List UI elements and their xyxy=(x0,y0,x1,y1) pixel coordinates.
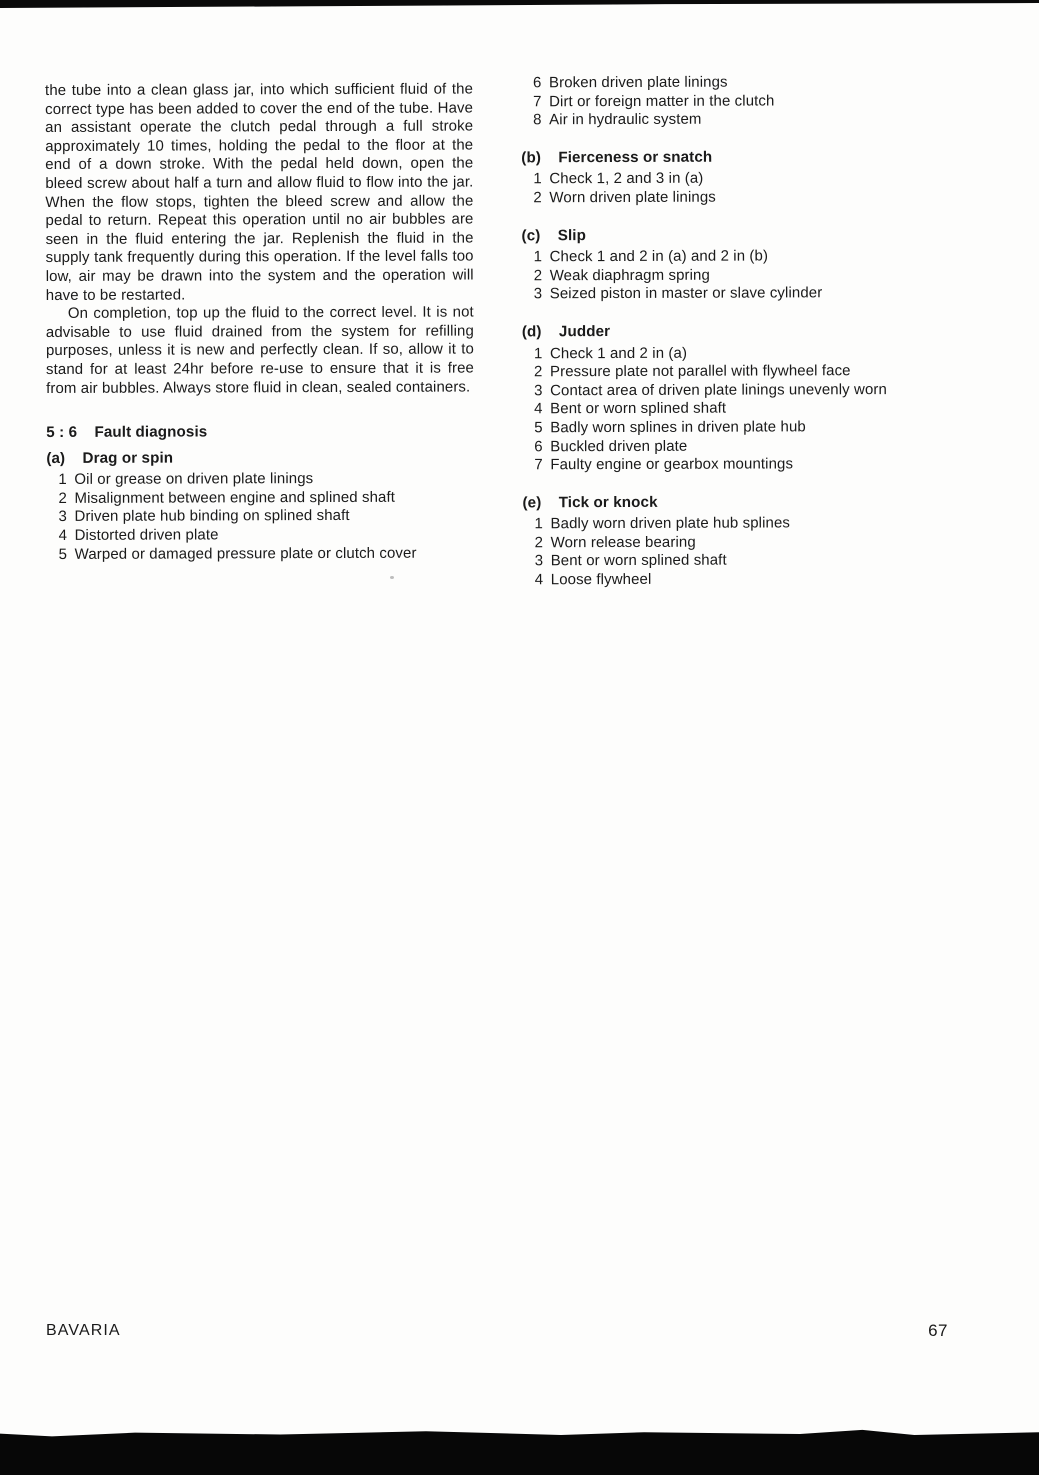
fault-item-text: Check 1 and 2 in (a) xyxy=(549,344,688,362)
fault-item-text: Oil or grease on driven plate linings xyxy=(74,470,314,489)
fault-item-number: 2 xyxy=(533,267,543,285)
fault-item-text: Seized piston in master or slave cylinder xyxy=(549,284,823,303)
subsection-title: Slip xyxy=(557,226,587,244)
fault-item-number: 3 xyxy=(58,508,68,526)
fault-item-text: Contact area of driven plate linings unevenly worn xyxy=(550,380,887,399)
scan-speck xyxy=(390,576,394,579)
section-title: Fault diagnosis xyxy=(94,423,208,441)
fault-item-text: Worn release bearing xyxy=(550,533,696,552)
fault-item-number: 4 xyxy=(534,571,544,589)
scan-edge-top-bar xyxy=(0,0,1039,8)
scan-edge-bottom-bar xyxy=(0,1429,1039,1475)
fault-item xyxy=(535,533,975,553)
fault-item xyxy=(534,418,974,438)
fault-item-text: Badly worn driven plate hub splines xyxy=(550,514,791,533)
section-heading xyxy=(46,423,474,443)
fault-item xyxy=(58,470,474,490)
subsection-label: (d) xyxy=(521,323,542,341)
fault-item-text: Check 1, 2 and 3 in (a) xyxy=(549,170,704,188)
subsection-title: Drag or spin xyxy=(82,449,174,467)
subsection-label: (a) xyxy=(46,449,66,467)
fault-item xyxy=(534,380,974,400)
fault-item-number: 6 xyxy=(534,437,543,455)
fault-item-number: 7 xyxy=(533,92,542,110)
fault-item xyxy=(534,266,974,286)
fault-item-text: Badly worn splines in driven plate hub xyxy=(550,418,806,437)
fault-item-text: Dirt or foreign matter in the clutch xyxy=(549,92,775,110)
section-number: 5 : 6 xyxy=(46,423,78,442)
fault-item-number: 8 xyxy=(533,111,542,129)
fault-item-number: 5 xyxy=(58,545,68,563)
fault-item-text: Misalignment between engine and splined shaft xyxy=(74,488,396,507)
fault-item xyxy=(533,73,973,93)
fault-item xyxy=(59,544,475,564)
publication-name: BAVARIA xyxy=(46,1322,121,1339)
fault-item-number: 3 xyxy=(534,381,543,400)
fault-item-number: 1 xyxy=(533,248,543,266)
fault-list-c xyxy=(522,247,974,304)
fault-item-text: Buckled driven plate xyxy=(550,437,688,455)
page-content xyxy=(45,73,995,589)
subsection-heading-c xyxy=(522,225,974,245)
fault-list-d xyxy=(522,343,974,475)
fault-item-number: 7 xyxy=(534,456,543,474)
fault-item-number: 4 xyxy=(58,526,68,545)
subsection-label: (e) xyxy=(522,493,542,512)
fault-list-a-continued xyxy=(521,73,973,130)
fault-item xyxy=(534,343,974,363)
fault-item xyxy=(533,110,973,130)
fault-item-text: Distorted driven plate xyxy=(74,526,219,544)
fault-item-number: 3 xyxy=(533,285,543,303)
fault-item-text: Bent or worn splined shaft xyxy=(550,552,727,570)
subsection-label: (b) xyxy=(521,149,541,167)
fault-item-text: Warped or damaged pressure plate or clutch cover xyxy=(74,544,417,563)
subsection-title: Judder xyxy=(558,322,611,341)
fault-item-text: Faulty engine or gearbox mountings xyxy=(550,455,794,474)
fault-item-number: 2 xyxy=(533,363,543,381)
fault-item xyxy=(534,436,974,456)
fault-item-text: Bent or worn splined shaft xyxy=(550,399,727,418)
subsection-heading-d xyxy=(522,322,974,342)
fault-item xyxy=(535,570,975,590)
fault-item-text: Air in hydraulic system xyxy=(549,110,702,129)
right-column xyxy=(521,73,975,590)
page-footer xyxy=(0,1322,1039,1344)
fault-list-e xyxy=(523,514,975,590)
subsection-heading-a xyxy=(46,448,474,468)
fault-item xyxy=(533,169,973,189)
subsection-heading-b xyxy=(521,148,973,168)
subsection-label: (c) xyxy=(521,226,541,244)
fault-item-number: 5 xyxy=(534,419,543,437)
fault-item xyxy=(533,188,973,208)
fault-item-text: Worn driven plate linings xyxy=(549,188,716,207)
fault-item xyxy=(58,507,474,527)
fault-item xyxy=(533,91,973,111)
fault-item-number: 1 xyxy=(58,471,67,489)
fault-list-a xyxy=(46,470,474,564)
fault-item xyxy=(59,526,475,546)
fault-item-text: Check 1 and 2 in (a) and 2 in (b) xyxy=(549,247,769,266)
fault-item xyxy=(535,551,975,571)
subsection-title: Fierceness or snatch xyxy=(558,148,713,166)
subsection-title: Tick or knock xyxy=(558,493,658,511)
fault-item-number: 2 xyxy=(533,189,542,207)
fault-item-number: 1 xyxy=(533,344,543,362)
fault-item xyxy=(534,455,974,475)
fault-list-b xyxy=(521,169,973,208)
fault-item-text: Loose flywheel xyxy=(550,570,652,589)
fault-item-number: 2 xyxy=(58,489,67,507)
fault-item-number: 4 xyxy=(534,400,543,418)
fault-item-text: Pressure plate not parallel with flywheel face xyxy=(549,362,851,381)
fault-item xyxy=(535,514,975,534)
fault-item xyxy=(58,488,474,508)
left-column xyxy=(45,81,475,565)
page-number: 67 xyxy=(928,1321,948,1340)
fault-item-number: 2 xyxy=(534,534,544,552)
fault-item xyxy=(534,399,974,419)
fault-item xyxy=(534,362,974,382)
fault-item-number: 3 xyxy=(534,552,544,570)
fault-item-text: Driven plate hub binding on splined shaft xyxy=(74,507,350,526)
fault-item-number: 1 xyxy=(533,170,542,188)
body-paragraph-2: On completion, top up the fluid to the correct level. It is not advisable to use fluid drained from the system for refilling purposes, unless it is new and perfectly clean. If so, allow it to stand for at least 24hr before re-use to ensure that it is free from air bubbles. Always store fluid in clean, sealed containers. xyxy=(45,303,475,397)
subsection-heading-e xyxy=(522,492,974,512)
fault-item-text: Weak diaphragm spring xyxy=(549,266,710,284)
fault-item xyxy=(534,247,974,267)
fault-item-number: 1 xyxy=(534,515,544,533)
fault-item-text: Broken driven plate linings xyxy=(548,73,728,92)
fault-item-number: 6 xyxy=(532,74,542,92)
fault-item xyxy=(534,284,974,304)
body-paragraph-1: the tube into a clean glass jar, into which sufficient fluid of the correct type has been added to cover the end of the tube. Have an assistant operate the clutch pedal through a full stroke approximately 10 times, holding the pedal to the floor at the end of a down stroke. With the pedal held down, open the bleed screw about half a turn and allow fluid to flow into the jar. When the flow stops, tighten the bleed screw and allow the pedal to return. Repeat this operation until no air bubbles are seen in the fluid entering the jar. Replenish the fluid in the supply tank frequently during this operation. If the level falls too low, air may be drawn into the system and the operation will have to be restarted. xyxy=(45,80,474,304)
